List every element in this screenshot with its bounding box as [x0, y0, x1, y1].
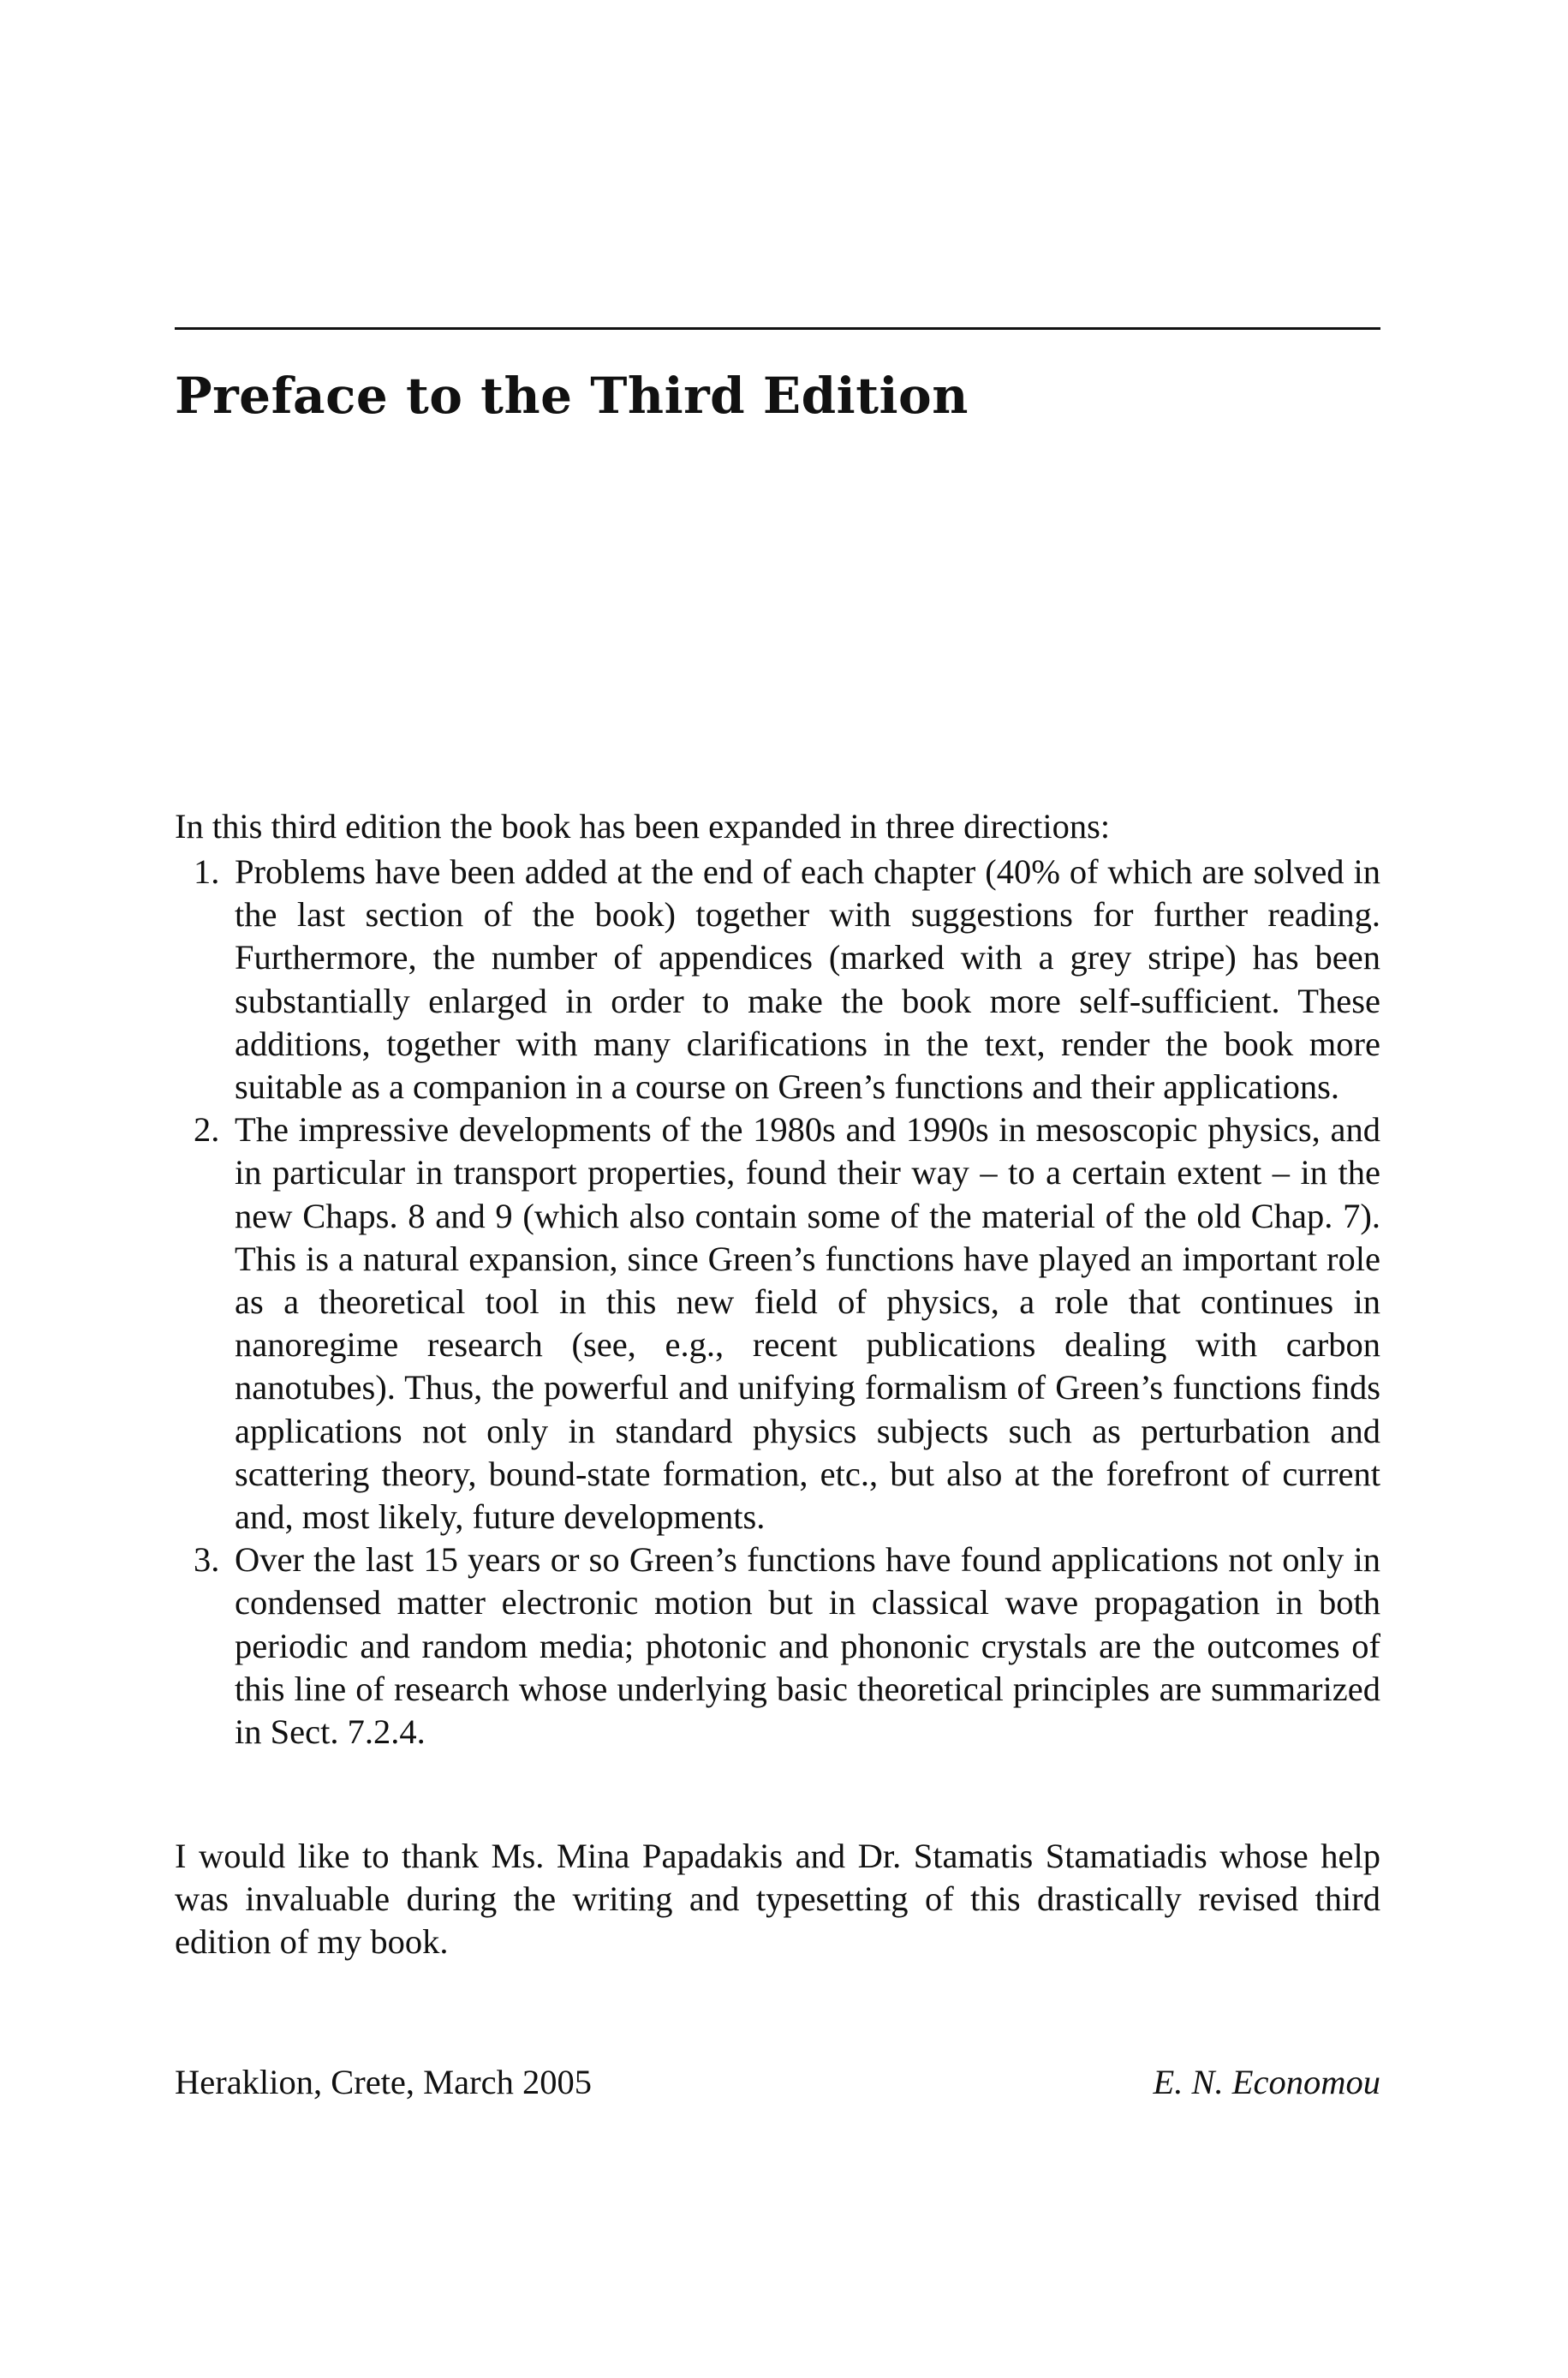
- list-item-number: 1.: [194, 852, 220, 891]
- place-date: Heraklion, Crete, March 2005: [175, 2063, 592, 2101]
- list-item-text: The impressive developments of the 1980s and 1990s in mesoscopic physics, and in particular in transport properties, found their way – to a certain extent – in the new Chaps. 8 and 9 (which also contain some of the material of the old Chap. 7). This is a natural expansion, since Green’s functions have played an important role as a theoretical tool in this new field of physics, a role that continues in nanoregime research (see, e.g., recent publications dealing with carbon nanotubes). Thus, the powerful and unifying formalism of Green’s functions finds applications not only in standard physics subjects such as perturbation and scattering theory, bound-state formation, etc., but also at the forefront of current and, most likely, future developments.: [235, 1110, 1380, 1537]
- author-name: E. N. Economou: [1153, 2063, 1380, 2101]
- list-item: [175, 851, 1380, 1108]
- title-rule: [175, 327, 1380, 330]
- list-item-number: 2.: [194, 1110, 220, 1150]
- acknowledgement-paragraph: I would like to thank Ms. Mina Papadakis and Dr. Stamatis Stamatiadis whose help was invaluable during the writing and typesetting of this drastically revised third edition of my book.: [175, 1837, 1380, 1962]
- preface-page: [175, 327, 1380, 2101]
- page-title: Preface to the Third Edition: [175, 367, 969, 425]
- list-item-text: Over the last 15 years or so Green’s functions have found applications not only in condensed matter electronic motion but in classical wave propagation in both periodic and random media; photonic and phononic crystals are the outcomes of this line of research whose underlying basic theoretical principles are summarized in Sect. 7.2.4.: [235, 1540, 1380, 1752]
- expansion-list: [175, 851, 1380, 1754]
- list-item: [175, 1108, 1380, 1539]
- signoff: [175, 2061, 1380, 2104]
- list-item: [175, 1539, 1380, 1754]
- intro-paragraph: In this third edition the book has been expanded in three directions:: [175, 807, 1111, 845]
- list-item-text: Problems have been added at the end of each chapter (40% of which are solved in the last section of the book) together with suggestions for further reading. Furthermore, the number of appendices (marked with a grey stripe) has been substantially enlarged in order to make the book more self-sufficient. These additions, together with many clarifications in the text, render the book more suitable as a companion in a course on Green’s functions and their applications.: [235, 852, 1380, 1107]
- list-item-number: 3.: [194, 1540, 220, 1580]
